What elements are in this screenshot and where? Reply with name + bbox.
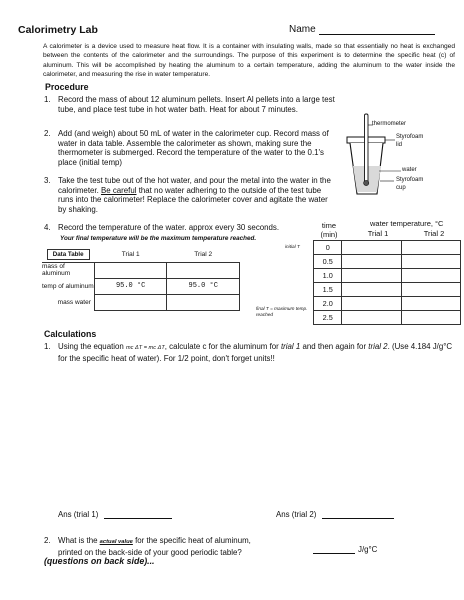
mass-aluminum-trial2-cell[interactable] bbox=[167, 262, 240, 278]
thermometer-bulb bbox=[364, 180, 369, 185]
question-number: 2. bbox=[44, 536, 51, 545]
table-row bbox=[42, 294, 240, 310]
procedure-step-3 bbox=[44, 176, 338, 214]
data-table-title: Data Table bbox=[47, 249, 90, 260]
trial2-temp-cell[interactable] bbox=[401, 269, 460, 283]
column-header: Trial 1 bbox=[367, 229, 389, 238]
question-text-italic: trial 1 bbox=[280, 342, 301, 351]
name-label: Name bbox=[289, 24, 316, 35]
question-text-emphasis: actual value bbox=[99, 539, 133, 545]
question-text-part: . (Use 4.184 J/g°C for the specific heat of water). For 1/2 point, don't forget units!! bbox=[58, 342, 453, 363]
calorimeter-diagram bbox=[345, 112, 457, 222]
time-cell: 0.5 bbox=[314, 255, 342, 269]
answer-label: Ans (trial 2) bbox=[276, 510, 317, 519]
question-text-part: What is the bbox=[58, 536, 100, 545]
mass-water-trial1-cell[interactable] bbox=[94, 294, 167, 310]
trial2-temp-cell[interactable] bbox=[401, 283, 460, 297]
temp-aluminum-trial1-cell[interactable]: 95.0 °C bbox=[94, 278, 167, 294]
thermometer-label: thermometer bbox=[372, 121, 407, 127]
trial1-temp-cell[interactable] bbox=[342, 297, 401, 311]
column-header: Trial 2 bbox=[423, 229, 445, 238]
step-text: Record the mass of about 12 aluminum pellets. Insert Al pellets into a large test tube, and place test tube in hot water bath. Heat for about 7 minutes. bbox=[58, 95, 335, 114]
procedure-step-4 bbox=[44, 223, 344, 233]
trial2-temp-cell[interactable] bbox=[401, 297, 460, 311]
question-text-italic: trial 2 bbox=[368, 342, 388, 351]
step-text-emphasis: Be careful bbox=[100, 185, 137, 195]
question-text-part: Using the equation bbox=[58, 342, 126, 351]
trial1-temp-cell[interactable] bbox=[342, 311, 401, 325]
trial1-temp-cell[interactable] bbox=[342, 269, 401, 283]
mass-water-trial2-cell[interactable] bbox=[167, 294, 240, 310]
time-unit-text: (min) bbox=[320, 230, 338, 239]
question-text bbox=[58, 342, 458, 363]
lid-label: Styrofoam lid bbox=[396, 134, 424, 148]
question-text bbox=[58, 536, 334, 548]
final-temp-note: Your final temperature will be the maximum temperature reached. bbox=[60, 235, 257, 242]
actual-value-line[interactable] bbox=[313, 553, 355, 554]
step-text bbox=[58, 176, 338, 214]
water-label: water bbox=[402, 167, 417, 173]
column-header: Trial 2 bbox=[167, 247, 240, 262]
trial1-temp-cell[interactable] bbox=[342, 255, 401, 269]
mass-aluminum-trial1-cell[interactable] bbox=[94, 262, 167, 278]
answer-trial2 bbox=[276, 510, 394, 519]
step-number: 2. bbox=[44, 129, 51, 138]
table-row bbox=[314, 297, 461, 311]
final-temp-label: final T = maximum temp. reached bbox=[256, 306, 308, 317]
calculation-question-1 bbox=[44, 342, 458, 363]
question-text-part: for the specific heat of aluminum, bbox=[132, 536, 251, 545]
time-cell: 2.0 bbox=[314, 297, 342, 311]
trial1-temp-cell[interactable] bbox=[342, 283, 401, 297]
temperature-table bbox=[313, 240, 461, 325]
table-row bbox=[314, 283, 461, 297]
procedure-step-2 bbox=[44, 129, 334, 167]
table-row bbox=[42, 278, 240, 294]
procedure-step-1 bbox=[44, 95, 344, 114]
time-cell: 2.5 bbox=[314, 311, 342, 325]
step-number: 4. bbox=[44, 223, 51, 232]
trial2-temp-cell[interactable] bbox=[401, 241, 460, 255]
question-number: 1. bbox=[44, 342, 51, 351]
cup-label: Styrofoam cup bbox=[396, 177, 424, 191]
table-row bbox=[314, 269, 461, 283]
data-table bbox=[42, 247, 240, 311]
trial1-temp-cell[interactable] bbox=[342, 241, 401, 255]
step-text-part: Take the test tube out of the hot water, and pour the metal into the water in the calorimeter. bbox=[58, 176, 331, 195]
step-number: 3. bbox=[44, 176, 51, 185]
row-label: mass of aluminum bbox=[42, 263, 71, 278]
time-cell: 1.5 bbox=[314, 283, 342, 297]
table-row bbox=[42, 262, 240, 278]
water-temp-header: water temperature, °C bbox=[370, 219, 444, 228]
calculations-heading: Calculations bbox=[44, 329, 97, 339]
temp-aluminum-trial2-cell[interactable]: 95.0 °C bbox=[167, 278, 240, 294]
answer-trial2-line[interactable] bbox=[322, 518, 394, 519]
procedure-heading: Procedure bbox=[45, 82, 89, 92]
back-side-note: (questions on back side)... bbox=[44, 556, 155, 566]
question-text-line2: printed on the back-side of your good periodic table? bbox=[58, 547, 242, 557]
answer-trial1-line[interactable] bbox=[104, 518, 172, 519]
question-text-part: and then again for bbox=[300, 342, 369, 351]
row-label: temp of aluminum bbox=[42, 282, 94, 290]
time-header bbox=[318, 221, 340, 239]
thermometer-shape bbox=[365, 114, 369, 182]
step-text-part: that no water adhering to the outside of the test tube runs into the calorimeter! Replace the calorimeter cover and agitate the water by shaking. bbox=[58, 185, 328, 214]
trial2-temp-cell[interactable] bbox=[401, 255, 460, 269]
answer-actual-value bbox=[313, 545, 377, 554]
trial2-temp-cell[interactable] bbox=[401, 311, 460, 325]
table-row bbox=[314, 255, 461, 269]
question-text-part: , calculate c for the aluminum for bbox=[164, 342, 281, 351]
equation-text: mc ΔT = mc ΔT bbox=[126, 345, 165, 351]
initial-temp-label: initial T bbox=[285, 244, 300, 249]
name-field-line[interactable] bbox=[319, 34, 435, 35]
time-cell: 0 bbox=[314, 241, 342, 255]
table-row bbox=[314, 241, 461, 255]
answer-trial1 bbox=[58, 510, 172, 519]
row-label: mass water bbox=[57, 298, 91, 306]
time-header-text: time bbox=[321, 221, 337, 230]
unit-label: J/g°C bbox=[358, 545, 378, 554]
table-row bbox=[314, 311, 461, 325]
step-number: 1. bbox=[44, 95, 51, 104]
time-cell: 1.0 bbox=[314, 269, 342, 283]
page-title: Calorimetry Lab bbox=[18, 24, 98, 36]
intro-paragraph: A calorimeter is a device used to measure heat flow. It is a container with insulating walls, made so that essentially no heat is exchanged between the contents of the calorimeter and the surroundings. The purpose of this experiment is to determine the specific heat (c) of aluminum. This will be accomplished by heating the aluminum to a certain temperature, adding the aluminum to the water inside the calorimeter, and measuring the rise in water temperature. bbox=[43, 43, 455, 79]
step-text: Add (and weigh) about 50 mL of water in the calorimeter cup. Record mass of water in data table. Assemble the calorimeter as shown, making sure the thermometer is submerged. Record the temperature of the water to the 0.1's place (initial temp) bbox=[58, 129, 329, 167]
data-table-title-cell bbox=[42, 247, 94, 262]
answer-label: Ans (trial 1) bbox=[58, 510, 99, 519]
column-header: Trial 1 bbox=[94, 247, 167, 262]
step-text: Record the temperature of the water. approx every 30 seconds. bbox=[58, 223, 280, 232]
calculation-question-2 bbox=[44, 536, 334, 557]
